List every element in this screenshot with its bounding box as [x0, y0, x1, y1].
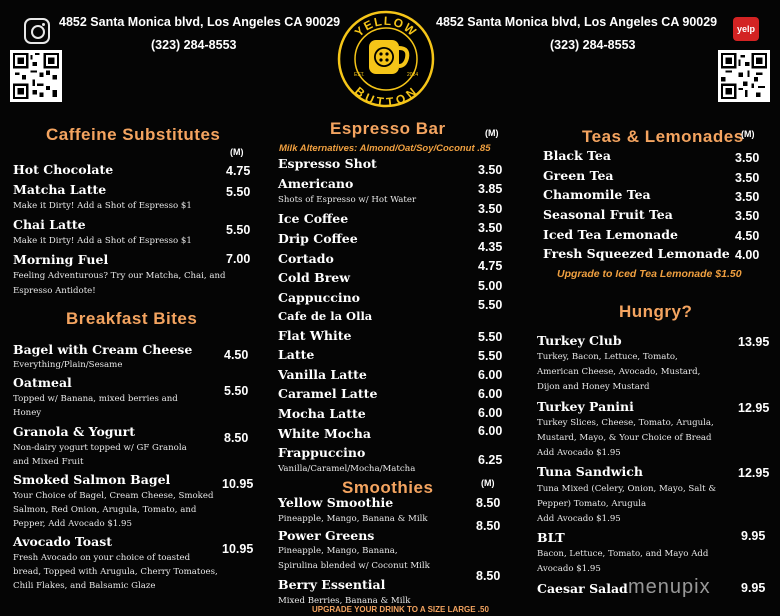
caffeine-size-label: (M): [230, 147, 244, 157]
smoothies-section-title: Smoothies: [342, 478, 434, 497]
caffeine-section-title: Caffeine Substitutes: [46, 125, 221, 144]
menu-item-name: Bagel with Cream Cheese: [13, 342, 193, 357]
menu-item-desc: Make it Dirty! Add a Shot of Espresso $1: [13, 201, 192, 211]
menu-item-name: Cappuccino: [278, 290, 361, 305]
smoothies-size-label: (M): [481, 478, 495, 488]
menu-item-price: 5.50: [478, 298, 503, 312]
menu-item-desc: Pepper) Tomato, Arugula: [537, 499, 647, 509]
size-upgrade-note: UPGRADE YOUR DRINK TO A SIZE LARGE .50: [312, 605, 489, 614]
menu-item-desc: Shots of Espresso w/ Hot Water: [278, 195, 417, 205]
menu-item-desc: Salmon, Red Onion, Arugula, Tomato, and: [13, 505, 197, 515]
menu-item-desc: Topped w/ Banana, mixed berries and: [13, 394, 178, 404]
menu-item-price: 10.95: [222, 542, 254, 556]
menu-item-price: 7.00: [226, 252, 251, 266]
instagram-icon[interactable]: [24, 18, 50, 44]
breakfast-section-title: Breakfast Bites: [66, 309, 198, 328]
menu-item-desc: Vanilla/Caramel/Mocha/Matcha: [278, 464, 416, 474]
menu-item-name: Berry Essential: [278, 577, 386, 592]
menu-item-name: Flat White: [278, 328, 352, 343]
menu-item-price: 8.50: [476, 569, 501, 583]
phone-left: (323) 284-8553: [151, 38, 237, 52]
menu-item-price: 4.35: [478, 240, 503, 254]
address-left: 4852 Santa Monica blvd, Los Angeles CA 90029: [59, 15, 341, 29]
menu-item-price: 5.00: [478, 279, 503, 293]
menu-item-price: 6.00: [478, 368, 503, 382]
menu-item-price: 4.75: [478, 259, 503, 273]
menu-item-price: 8.50: [476, 519, 501, 533]
menu-item-desc: Feeling Adventurous? Try our Matcha, Chai, and: [13, 271, 226, 281]
menu-item-name: Power Greens: [278, 528, 375, 543]
menu-item-price: 8.50: [476, 496, 501, 510]
menu-item-desc: American Cheese, Avocado, Mustard,: [537, 367, 701, 377]
phone-right: (323) 284-8553: [550, 38, 636, 52]
menu-item-desc: Mustard, Mayo, & Your Choice of Bread: [537, 433, 712, 443]
menu-item-desc: Bacon, Lettuce, Tomato, and Mayo Add: [537, 549, 709, 559]
logo-bottom-text: BUTTON: [352, 83, 420, 108]
menu-item-price: 9.95: [741, 581, 766, 595]
menu-item-desc: Turkey Slices, Cheese, Tomato, Arugula,: [537, 418, 714, 428]
menu-item-name: Latte: [278, 347, 315, 362]
menu-item-desc: Chili Flakes, and Balsamic Glaze: [13, 581, 156, 591]
menu-item-name: Tuna Sandwich: [537, 464, 643, 479]
menu-item-price: 4.00: [735, 248, 760, 262]
menu-item-name: Cortado: [278, 251, 334, 266]
menu-item-name: Frappuccino: [278, 445, 366, 460]
menu-item-desc: Mixed Berries, Banana & Milk: [278, 596, 411, 606]
menu-item-desc: and Mixed Fruit: [13, 457, 84, 467]
upgrade-lemonade-note: Upgrade to Iced Tea Lemonade $1.50: [557, 268, 742, 280]
menu-item-name: Chai Latte: [13, 217, 86, 232]
menu-item-name: Turkey Club: [537, 333, 622, 348]
espresso-section-title: Espresso Bar: [330, 119, 446, 138]
menu-item-name: Cafe de la Olla: [278, 309, 373, 323]
menu-item-name: Cold Brew: [278, 270, 350, 285]
menu-item-price: 6.00: [478, 406, 503, 420]
teas-section-title: Teas & Lemonades: [582, 127, 744, 146]
menu-item-name: Caesar Salad: [537, 581, 628, 596]
menu-item-desc: Non-dairy yogurt topped w/ GF Granola: [13, 443, 187, 453]
menu-item-name: Fresh Squeezed Lemonade: [543, 246, 730, 261]
yelp-icon[interactable]: yelp: [733, 17, 759, 41]
menu-item-desc: Add Avocado $1.95: [537, 514, 621, 524]
menu-item-price: 3.85: [478, 182, 503, 196]
menu-item-name: Matcha Latte: [13, 182, 107, 197]
menu-item-price: 4.75: [226, 164, 251, 178]
menu-item-price: 8.50: [224, 431, 249, 445]
logo-top-text: YELLOW: [351, 13, 420, 40]
espresso-size-label: (M): [485, 128, 499, 138]
menu-item-price: 4.50: [735, 229, 760, 243]
menu-item-price: 5.50: [226, 223, 251, 237]
menu-item-desc: bread, Topped with Arugula, Cherry Tomatoes,: [13, 567, 218, 577]
menu-item-name: Yellow Smoothie: [278, 495, 394, 510]
menu-item-price: 6.00: [478, 387, 503, 401]
menu-item-desc: Fresh Avocado on your choice of toasted: [13, 553, 191, 563]
menu-item-name: Americano: [278, 176, 354, 191]
menu-item-price: 13.95: [738, 335, 770, 349]
menu-item-price: 12.95: [738, 401, 770, 415]
menu-item-desc: Spirulina blended w/ Coconut Milk: [278, 561, 430, 571]
qr-code-right[interactable]: [718, 50, 770, 102]
menu-item-name: Turkey Panini: [537, 399, 634, 414]
menu-item-name: Seasonal Fruit Tea: [543, 207, 673, 222]
menu-item-name: Morning Fuel: [13, 252, 109, 267]
menu-item-name: Avocado Toast: [13, 534, 113, 549]
menu-item-price: 4.50: [224, 348, 249, 362]
menu-item-name: Caramel Latte: [278, 386, 378, 401]
qr-code-left[interactable]: [10, 50, 62, 102]
menu-item-name: Chamomile Tea: [543, 187, 651, 202]
menu-item-desc: Your Choice of Bagel, Cream Cheese, Smoked: [13, 491, 214, 501]
menu-item-price: 3.50: [735, 171, 760, 185]
menu-item-price: 5.50: [478, 330, 503, 344]
menu-item-desc: Pineapple, Mango, Banana,: [278, 546, 398, 556]
menu-item-desc: Espresso Antidote!: [13, 286, 96, 296]
menu-item-price: 5.50: [224, 384, 249, 398]
menu-item-price: 3.50: [478, 202, 503, 216]
menu-item-price: 5.50: [226, 185, 251, 199]
menu-item-name: Drip Coffee: [278, 231, 358, 246]
menu-item-desc: Everything/Plain/Sesame: [13, 360, 123, 370]
menu-item-name: Granola & Yogurt: [13, 424, 135, 439]
hungry-section-title: Hungry?: [619, 302, 693, 321]
menu-item-price: 3.50: [478, 221, 503, 235]
menu-item-price: 3.50: [478, 163, 503, 177]
menu-item-desc: Turkey, Bacon, Lettuce, Tomato,: [537, 352, 678, 362]
menu-item-price: 10.95: [222, 477, 254, 491]
menu-item-price: 6.00: [478, 424, 503, 438]
menu-item-name: Espresso Shot: [278, 156, 377, 171]
menu-item-name: BLT: [537, 530, 565, 545]
yellow-button-logo: [337, 10, 435, 108]
menu-item-price: 3.50: [735, 151, 760, 165]
menu-item-name: Oatmeal: [13, 375, 72, 390]
address-right: 4852 Santa Monica blvd, Los Angeles CA 90029: [436, 15, 718, 29]
menu-item-name: Mocha Latte: [278, 406, 366, 421]
menu-item-price: 9.95: [741, 529, 766, 543]
menu-item-name: Iced Tea Lemonade: [543, 227, 678, 242]
logo-year: 2024: [407, 72, 419, 78]
menupix-watermark: menupix: [628, 576, 711, 598]
menu-item-price: 5.50: [478, 349, 503, 363]
menu-item-desc: Add Avocado $1.95: [537, 448, 621, 458]
menu-item-desc: Make it Dirty! Add a Shot of Espresso $1: [13, 236, 192, 246]
menu-item-desc: Tuna Mixed (Celery, Onion, Mayo, Salt &: [537, 484, 717, 494]
menu-item-name: Black Tea: [543, 148, 611, 163]
menu-item-price: 3.50: [735, 190, 760, 204]
milk-alternatives-note: Milk Alternatives: Almond/Oat/Soy/Coconut .85: [279, 143, 491, 154]
teas-size-label: (M): [741, 129, 755, 139]
menu-item-desc: Avocado $1.95: [537, 564, 601, 574]
menu-item-name: White Mocha: [278, 426, 371, 441]
menu-item-name: Ice Coffee: [278, 211, 349, 226]
menu-item-name: Vanilla Latte: [278, 367, 367, 382]
logo-est: EST.: [354, 72, 365, 78]
menu-item-desc: Honey: [13, 408, 42, 418]
menu-item-desc: Pepper, Add Avocado $1.95: [13, 519, 132, 529]
menu-item-desc: Dijon and Honey Mustard: [537, 382, 650, 392]
menu-item-price: 12.95: [738, 466, 770, 480]
menu-item-name: Green Tea: [543, 168, 614, 183]
menu-item-price: 6.25: [478, 453, 503, 467]
menu-item-name: Hot Chocolate: [13, 162, 114, 177]
menu-item-desc: Pineapple, Mango, Banana & Milk: [278, 514, 428, 524]
menu-item-name: Smoked Salmon Bagel: [13, 472, 171, 487]
menu-item-price: 3.50: [735, 209, 760, 223]
